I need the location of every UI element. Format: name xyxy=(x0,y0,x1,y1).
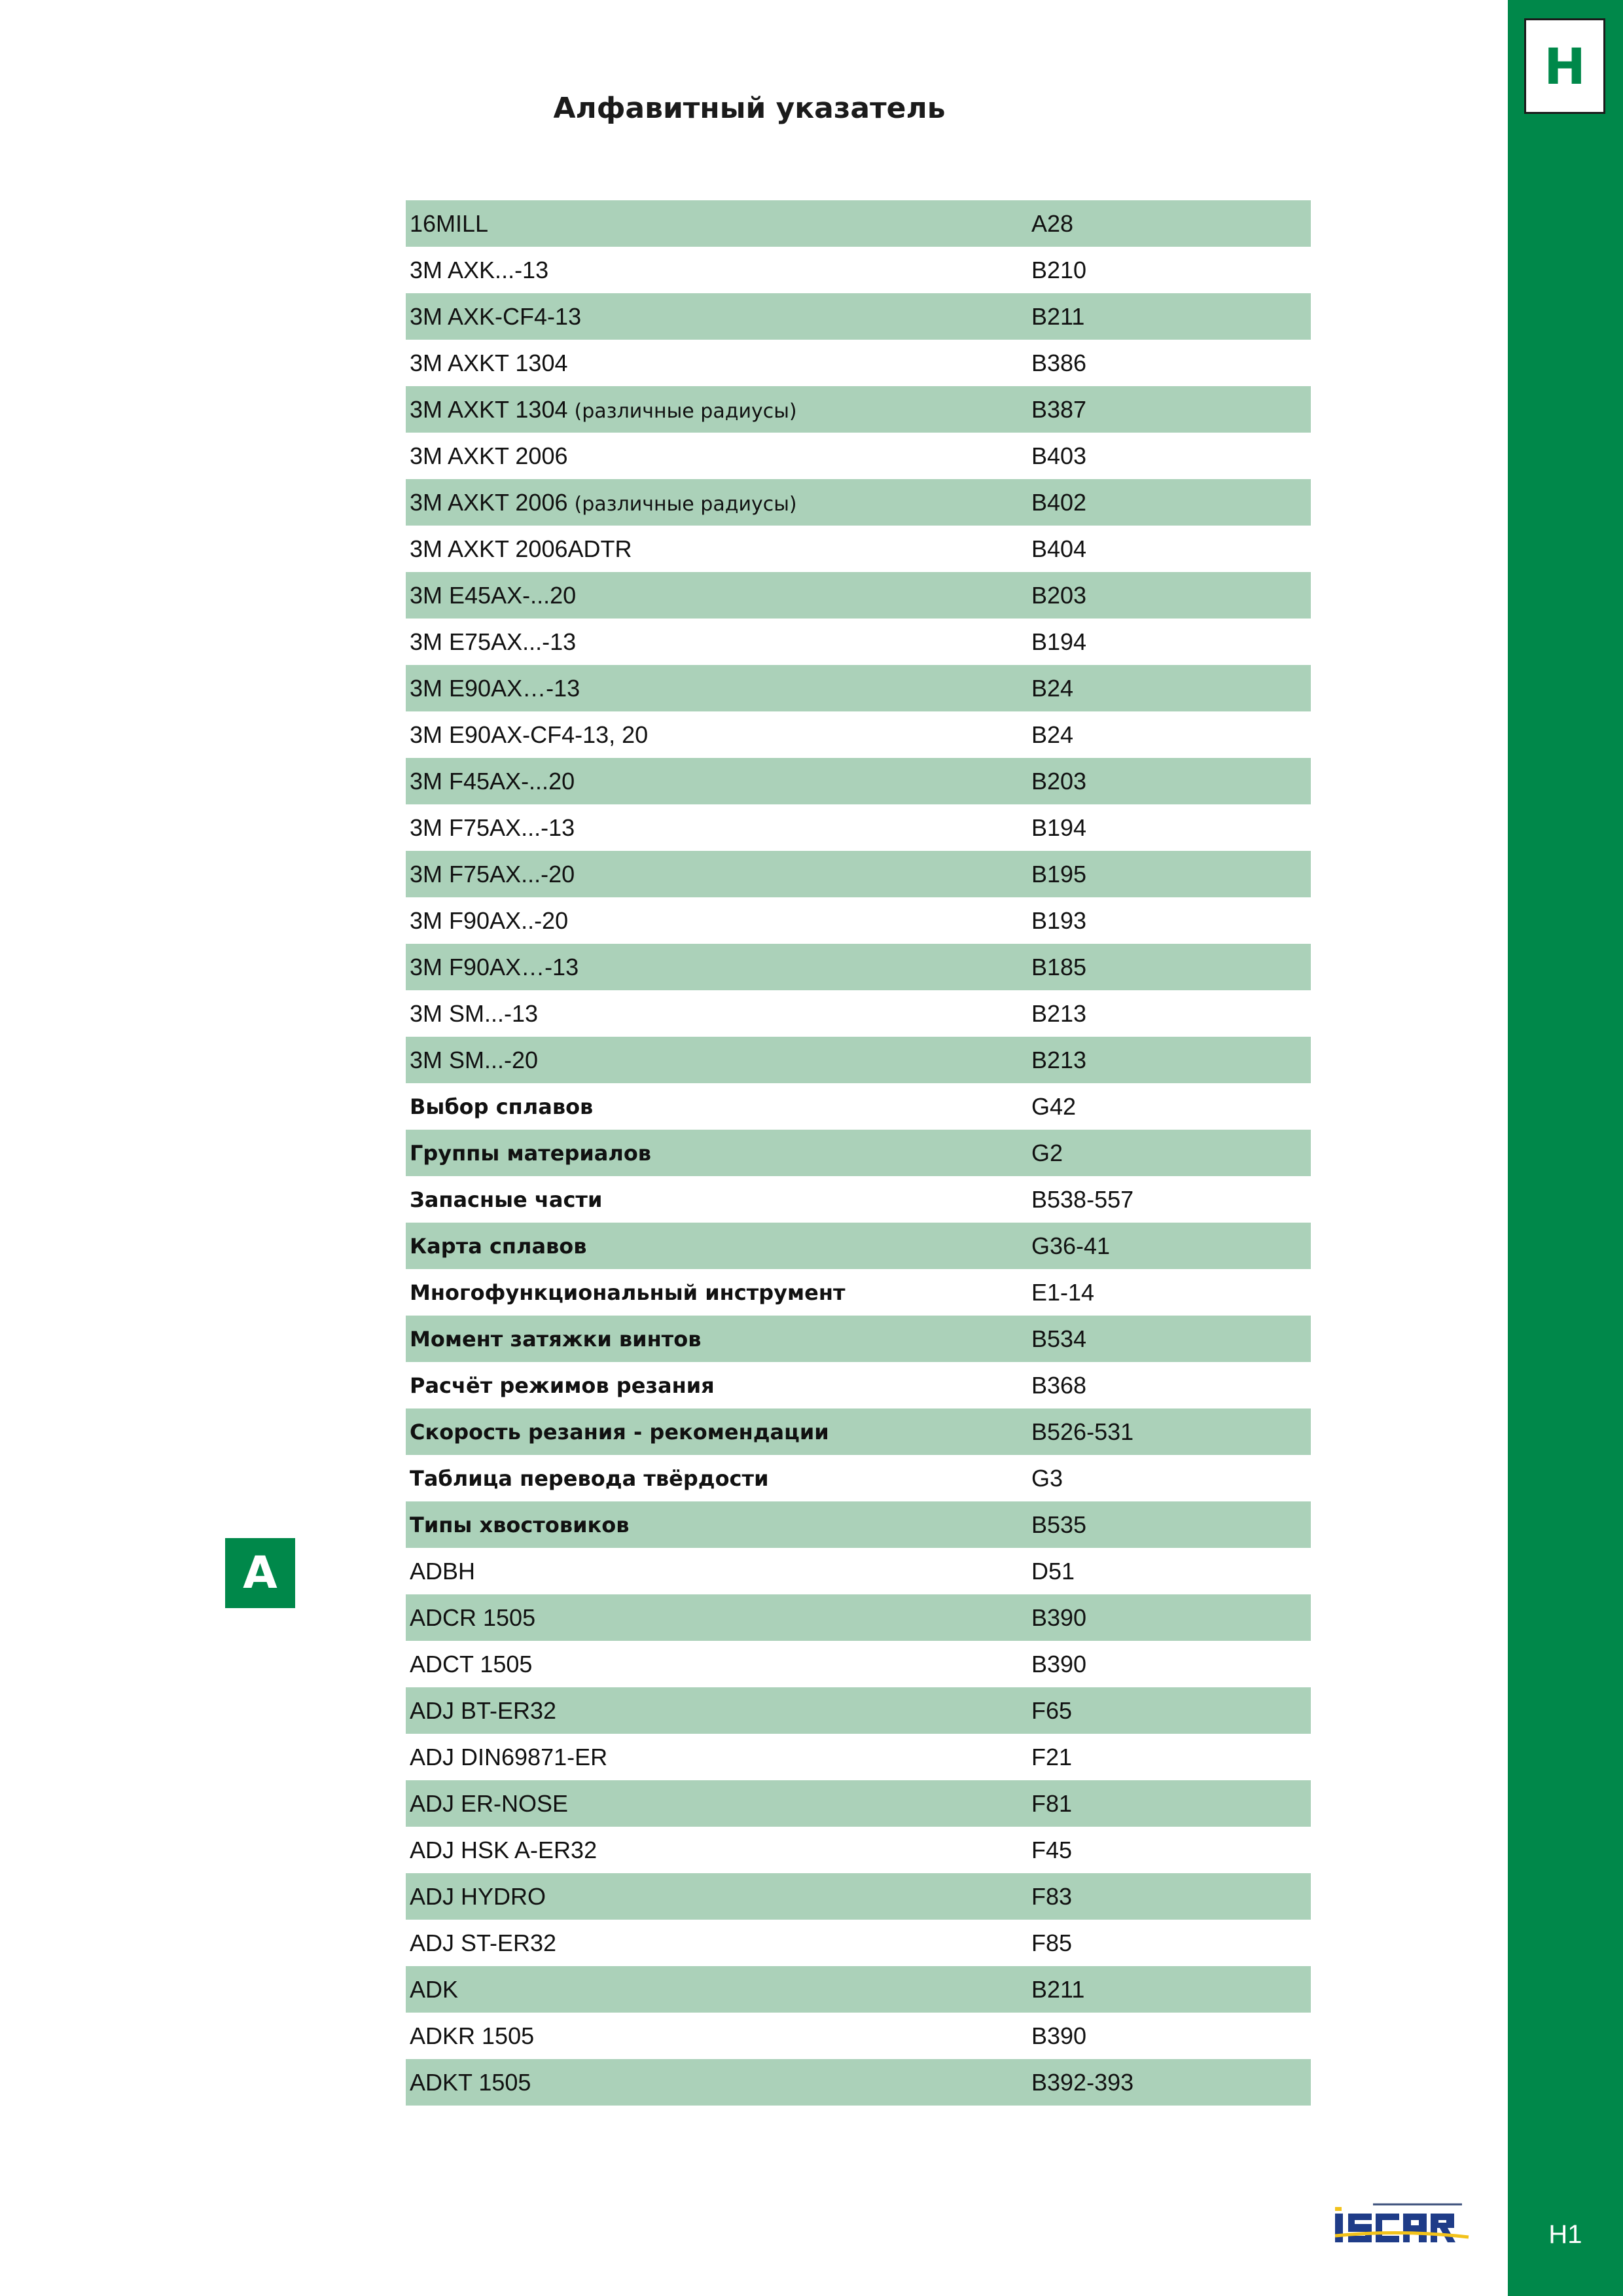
index-entry-page: B194 xyxy=(1031,814,1087,841)
index-entry-name xyxy=(406,861,1031,888)
index-entry-name xyxy=(406,907,1031,935)
index-row xyxy=(406,851,1311,897)
index-entry-name xyxy=(406,350,1031,377)
entry-name-text: 3M F90AX…-13 xyxy=(410,953,579,980)
index-row xyxy=(406,433,1311,479)
page-title: Алфавитный указатель xyxy=(553,92,946,125)
entry-name-text: ADKT 1505 xyxy=(410,2068,531,2096)
index-row xyxy=(406,1223,1311,1269)
index-entry-name xyxy=(406,1790,1031,1818)
index-row xyxy=(406,2013,1311,2059)
index-entry-name xyxy=(406,721,1031,749)
index-entry-page: B368 xyxy=(1031,1371,1087,1399)
index-entry-name xyxy=(406,1466,1031,1491)
index-entry-name xyxy=(406,1234,1031,1259)
index-entry-name xyxy=(406,1744,1031,1771)
entry-name-text: ADJ HYDRO xyxy=(410,1882,546,1910)
index-entry-page: B24 xyxy=(1031,674,1074,702)
side-band xyxy=(1508,0,1623,2296)
index-row xyxy=(406,1269,1311,1316)
index-entry-page: F65 xyxy=(1031,1696,1073,1724)
index-entry-page: B538-557 xyxy=(1031,1185,1134,1213)
entry-name-text: 3M AXKT 2006 xyxy=(410,488,568,516)
index-entry-name xyxy=(406,210,1031,238)
index-entry-page: B211 xyxy=(1031,302,1085,330)
index-entry-page: F45 xyxy=(1031,1836,1073,1863)
index-row xyxy=(406,1455,1311,1501)
section-tab xyxy=(1524,18,1605,114)
index-row xyxy=(406,1594,1311,1641)
index-entry-page: F83 xyxy=(1031,1882,1073,1910)
index-entry-page: B387 xyxy=(1031,395,1087,423)
entry-name-text: ADJ ST-ER32 xyxy=(410,1929,557,1956)
index-entry-page: F81 xyxy=(1031,1789,1073,1817)
entry-name-text: Скорость резания - рекомендации xyxy=(410,1419,829,1444)
index-row xyxy=(406,479,1311,526)
entry-note: (различные радиусы) xyxy=(574,399,797,423)
entry-name-text: 3M AXKT 1304 xyxy=(410,349,568,376)
index-row xyxy=(406,990,1311,1037)
index-row xyxy=(406,2059,1311,2106)
index-row xyxy=(406,1037,1311,1083)
index-entry-name xyxy=(406,1837,1031,1864)
index-entry-name xyxy=(406,1187,1031,1212)
index-entry-name xyxy=(406,954,1031,981)
entry-name-text: 3M F90AX..-20 xyxy=(410,906,569,934)
index-row xyxy=(406,758,1311,804)
index-entry-name xyxy=(406,582,1031,609)
index-row xyxy=(406,1408,1311,1455)
index-entry-page: B210 xyxy=(1031,256,1087,283)
index-row xyxy=(406,897,1311,944)
entry-name-text: 3M SM...-20 xyxy=(410,1046,539,1073)
index-entry-name xyxy=(406,303,1031,331)
entry-name-text: Выбор сплавов xyxy=(410,1094,594,1119)
index-row xyxy=(406,1780,1311,1827)
index-table xyxy=(406,200,1311,2106)
section-letter: H xyxy=(1544,37,1586,96)
index-entry-page: B390 xyxy=(1031,2022,1087,2049)
index-row xyxy=(406,1548,1311,1594)
index-entry-page: B534 xyxy=(1031,1325,1087,1352)
index-entry-name xyxy=(406,2069,1031,2096)
index-entry-name xyxy=(406,1047,1031,1074)
index-entry-name xyxy=(406,1697,1031,1725)
entry-name-text: ADJ HSK A-ER32 xyxy=(410,1836,597,1863)
index-row xyxy=(406,386,1311,433)
index-entry-name xyxy=(406,1558,1031,1585)
entry-name-text: Типы хвостовиков xyxy=(410,1512,630,1537)
index-entry-name xyxy=(406,396,1031,423)
entry-name-text: ADCT 1505 xyxy=(410,1650,533,1677)
entry-name-text: 3M SM...-13 xyxy=(410,999,539,1027)
index-row xyxy=(406,804,1311,851)
index-row xyxy=(406,619,1311,665)
entry-name-text: Запасные части xyxy=(410,1187,603,1212)
index-row xyxy=(406,1827,1311,1873)
entry-name-text: 3M AXK...-13 xyxy=(410,256,549,283)
index-entry-page: G42 xyxy=(1031,1092,1077,1120)
index-entry-page: F85 xyxy=(1031,1929,1073,1956)
index-entry-name xyxy=(406,1094,1031,1119)
index-entry-page: G36-41 xyxy=(1031,1232,1111,1259)
index-row xyxy=(406,711,1311,758)
entry-name-text: ADCR 1505 xyxy=(410,1604,536,1631)
index-row xyxy=(406,293,1311,340)
index-row xyxy=(406,1176,1311,1223)
entry-name-text: 3M AXK-CF4-13 xyxy=(410,302,582,330)
index-entry-page: B213 xyxy=(1031,999,1087,1027)
entry-name-text: 3M E45AX-...20 xyxy=(410,581,577,609)
index-entry-page: D51 xyxy=(1031,1557,1075,1585)
index-entry-page: B213 xyxy=(1031,1046,1087,1073)
index-entry-page: B404 xyxy=(1031,535,1087,562)
index-entry-name xyxy=(406,628,1031,656)
index-entry-name xyxy=(406,1141,1031,1166)
index-entry-name xyxy=(406,1327,1031,1352)
entry-name-text: 3M AXKT 1304 xyxy=(410,395,568,423)
entry-name-text: 3M F75AX...-13 xyxy=(410,814,575,841)
index-entry-page: B24 xyxy=(1031,721,1074,748)
entry-name-text: 3M E90AX…-13 xyxy=(410,674,580,702)
entry-name-text: Расчёт режимов резания xyxy=(410,1372,715,1398)
entry-name-text: ADKR 1505 xyxy=(410,2022,535,2049)
index-entry-page: B194 xyxy=(1031,628,1087,655)
index-row xyxy=(406,1687,1311,1734)
index-entry-name xyxy=(406,1513,1031,1537)
index-row xyxy=(406,526,1311,572)
index-row xyxy=(406,200,1311,247)
index-entry-page: B526-531 xyxy=(1031,1418,1134,1445)
entry-name-text: Многофункциональный инструмент xyxy=(410,1280,846,1305)
index-row xyxy=(406,1130,1311,1176)
entry-name-text: ADJ DIN69871-ER xyxy=(410,1743,608,1770)
index-entry-name xyxy=(406,675,1031,702)
entry-name-text: Момент затяжки винтов xyxy=(410,1326,702,1352)
index-entry-page: B195 xyxy=(1031,860,1087,888)
index-entry-page: G2 xyxy=(1031,1139,1063,1166)
index-entry-name xyxy=(406,1883,1031,1910)
index-entry-name xyxy=(406,257,1031,284)
index-row xyxy=(406,1362,1311,1408)
index-row xyxy=(406,944,1311,990)
entry-name-text: ADJ BT-ER32 xyxy=(410,1696,557,1724)
index-entry-page: E1-14 xyxy=(1031,1278,1095,1306)
entry-name-text: Карта сплавов xyxy=(410,1233,587,1259)
index-entry-name xyxy=(406,814,1031,842)
index-entry-name xyxy=(406,535,1031,563)
index-row xyxy=(406,1966,1311,2013)
entry-name-text: ADK xyxy=(410,1975,459,2003)
index-entry-name xyxy=(406,489,1031,516)
index-entry-name xyxy=(406,1373,1031,1398)
index-entry-name xyxy=(406,1976,1031,2003)
index-entry-name xyxy=(406,442,1031,470)
entry-name-text: 3M F75AX...-20 xyxy=(410,860,575,888)
index-entry-name xyxy=(406,1420,1031,1444)
index-row xyxy=(406,1873,1311,1920)
index-row xyxy=(406,1734,1311,1780)
index-entry-name xyxy=(406,768,1031,795)
index-entry-page: B203 xyxy=(1031,767,1087,795)
index-row xyxy=(406,247,1311,293)
index-entry-page: B193 xyxy=(1031,906,1087,934)
index-entry-name xyxy=(406,1929,1031,1957)
index-row xyxy=(406,1083,1311,1130)
entry-name-text: ADJ ER-NOSE xyxy=(410,1789,569,1817)
entry-name-text: ADBH xyxy=(410,1557,476,1585)
index-entry-page: B211 xyxy=(1031,1975,1085,2003)
entry-name-text: 3M AXKT 2006 xyxy=(410,442,568,469)
index-entry-page: B185 xyxy=(1031,953,1087,980)
index-entry-page: B392-393 xyxy=(1031,2068,1134,2096)
entry-name-text: Группы материалов xyxy=(410,1140,652,1166)
alphabet-marker: A xyxy=(225,1538,295,1608)
index-row xyxy=(406,1641,1311,1687)
index-row xyxy=(406,1920,1311,1966)
entry-note: (различные радиусы) xyxy=(574,492,797,516)
index-entry-page: B403 xyxy=(1031,442,1087,469)
index-row xyxy=(406,1501,1311,1548)
index-row xyxy=(406,1316,1311,1362)
index-entry-name xyxy=(406,1280,1031,1305)
index-entry-name xyxy=(406,1604,1031,1632)
index-entry-page: A28 xyxy=(1031,209,1074,237)
index-entry-page: B390 xyxy=(1031,1650,1087,1677)
index-entry-page: F21 xyxy=(1031,1743,1073,1770)
index-entry-name xyxy=(406,1000,1031,1028)
entry-name-text: 3M AXKT 2006ADTR xyxy=(410,535,632,562)
page-number: H1 xyxy=(1548,2220,1582,2249)
iscar-logo-icon xyxy=(1334,2198,1471,2251)
index-row xyxy=(406,572,1311,619)
entry-name-text: Таблица перевода твёрдости xyxy=(410,1465,769,1491)
index-entry-page: G3 xyxy=(1031,1464,1063,1492)
entry-name-text: 3M E90AX-CF4-13, 20 xyxy=(410,721,649,748)
entry-name-text: 3M F45AX-...20 xyxy=(410,767,575,795)
entry-name-text: 16MILL xyxy=(410,209,489,237)
entry-name-text: 3M E75AX...-13 xyxy=(410,628,577,655)
index-entry-name xyxy=(406,1651,1031,1678)
index-entry-page: B402 xyxy=(1031,488,1087,516)
index-entry-name xyxy=(406,2022,1031,2050)
index-entry-page: B203 xyxy=(1031,581,1087,609)
index-row xyxy=(406,340,1311,386)
index-entry-page: B535 xyxy=(1031,1511,1087,1538)
index-entry-page: B390 xyxy=(1031,1604,1087,1631)
index-entry-page: B386 xyxy=(1031,349,1087,376)
index-row xyxy=(406,665,1311,711)
